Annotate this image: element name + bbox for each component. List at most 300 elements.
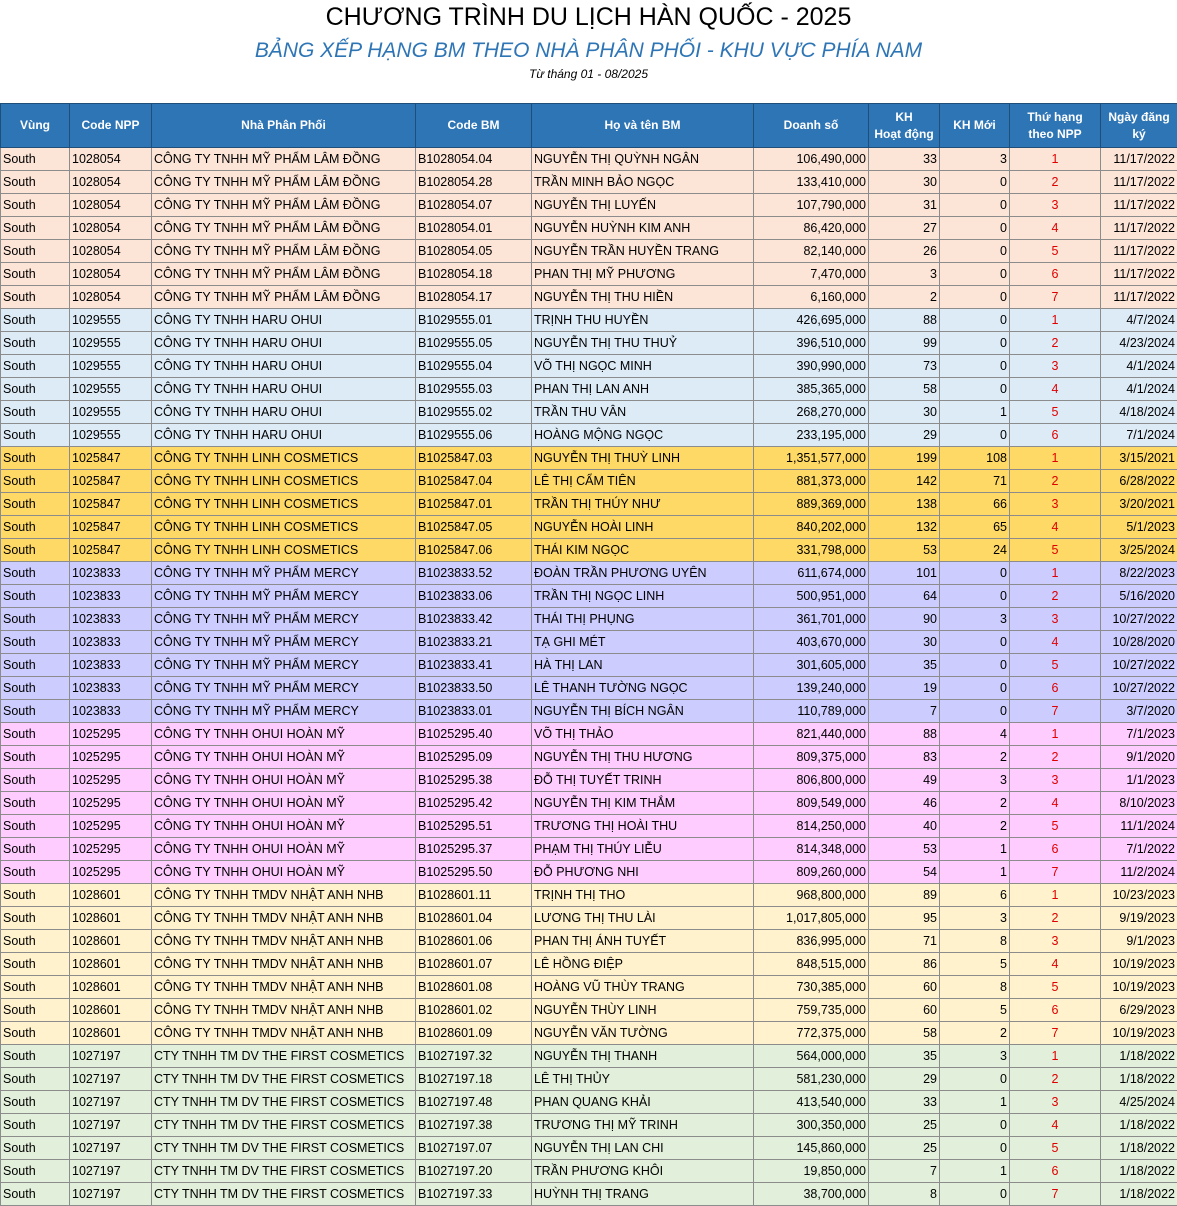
distributor-cell: CTY TNHH TM DV THE FIRST COSMETICS (152, 1068, 416, 1091)
table-row (1, 401, 1177, 424)
code-bm-cell: B1028054.04 (416, 148, 532, 171)
region-cell: South (1, 171, 70, 194)
table-row (1, 769, 1177, 792)
code-bm-cell: B1023833.42 (416, 608, 532, 631)
table-row (1, 1045, 1177, 1068)
active-customers-cell: 83 (869, 746, 940, 769)
rank-cell: 6 (1010, 424, 1101, 447)
bm-name-cell: TRƯƠNG THỊ HOÀI THU (532, 815, 754, 838)
bm-name-cell: VÕ THỊ THẢO (532, 723, 754, 746)
region-cell: South (1, 286, 70, 309)
new-customers-cell: 3 (940, 1045, 1010, 1068)
code-bm-cell: B1027197.38 (416, 1114, 532, 1137)
region-cell: South (1, 1160, 70, 1183)
active-customers-cell: 95 (869, 907, 940, 930)
rank-cell: 4 (1010, 217, 1101, 240)
new-customers-cell: 108 (940, 447, 1010, 470)
table-row (1, 700, 1177, 723)
col-code-npp-header: Code NPP (70, 104, 152, 148)
active-customers-cell: 86 (869, 953, 940, 976)
active-customers-cell: 99 (869, 332, 940, 355)
bm-name-cell: TRẦN THỊ NGỌC LINH (532, 585, 754, 608)
registration-date-cell: 6/29/2023 (1101, 999, 1177, 1022)
registration-date-cell: 3/25/2024 (1101, 539, 1177, 562)
revenue-cell: 968,800,000 (754, 884, 869, 907)
active-customers-cell: 138 (869, 493, 940, 516)
table-row (1, 608, 1177, 631)
revenue-cell: 110,789,000 (754, 700, 869, 723)
active-customers-cell: 8 (869, 1183, 940, 1206)
table-row (1, 217, 1177, 240)
bm-name-cell: TRẦN MINH BẢO NGỌC (532, 171, 754, 194)
active-customers-cell: 58 (869, 378, 940, 401)
code-npp-cell: 1028601 (70, 884, 152, 907)
bm-name-cell: NGUYỄN THỊ THUỲ LINH (532, 447, 754, 470)
region-cell: South (1, 792, 70, 815)
code-npp-cell: 1023833 (70, 608, 152, 631)
new-customers-cell: 2 (940, 1022, 1010, 1045)
table-row (1, 309, 1177, 332)
table-header-row (1, 104, 1177, 148)
active-customers-cell: 3 (869, 263, 940, 286)
code-npp-cell: 1029555 (70, 309, 152, 332)
rank-cell: 4 (1010, 378, 1101, 401)
bm-name-cell: PHAN THỊ MỸ PHƯƠNG (532, 263, 754, 286)
region-cell: South (1, 148, 70, 171)
code-npp-cell: 1023833 (70, 677, 152, 700)
new-customers-cell: 0 (940, 263, 1010, 286)
code-bm-cell: B1025295.51 (416, 815, 532, 838)
bm-name-cell: LÊ HỒNG ĐIỆP (532, 953, 754, 976)
revenue-cell: 107,790,000 (754, 194, 869, 217)
distributor-cell: CTY TNHH TM DV THE FIRST COSMETICS (152, 1091, 416, 1114)
bm-name-cell: VÕ THỊ NGỌC MINH (532, 355, 754, 378)
code-bm-cell: B1029555.02 (416, 401, 532, 424)
rank-cell: 6 (1010, 999, 1101, 1022)
region-cell: South (1, 631, 70, 654)
revenue-cell: 396,510,000 (754, 332, 869, 355)
registration-date-cell: 5/1/2023 (1101, 516, 1177, 539)
table-row (1, 1114, 1177, 1137)
registration-date-cell: 11/17/2022 (1101, 217, 1177, 240)
code-npp-cell: 1028054 (70, 148, 152, 171)
code-bm-cell: B1025295.38 (416, 769, 532, 792)
code-npp-cell: 1028054 (70, 171, 152, 194)
registration-date-cell: 4/23/2024 (1101, 332, 1177, 355)
bm-name-cell: NGUYỄN THỊ LUYẾN (532, 194, 754, 217)
col-active-customers-header: KH Hoạt động (869, 104, 940, 148)
table-row (1, 746, 1177, 769)
revenue-cell: 814,348,000 (754, 838, 869, 861)
active-customers-cell: 25 (869, 1114, 940, 1137)
revenue-cell: 881,373,000 (754, 470, 869, 493)
distributor-cell: CTY TNHH TM DV THE FIRST COSMETICS (152, 1045, 416, 1068)
new-customers-cell: 0 (940, 700, 1010, 723)
distributor-cell: CÔNG TY TNHH MỸ PHẨM LÂM ĐỒNG (152, 148, 416, 171)
active-customers-cell: 25 (869, 1137, 940, 1160)
distributor-cell: CÔNG TY TNHH MỸ PHẨM LÂM ĐỒNG (152, 263, 416, 286)
bm-name-cell: ĐỖ THỊ TUYẾT TRINH (532, 769, 754, 792)
registration-date-cell: 10/19/2023 (1101, 953, 1177, 976)
distributor-cell: CÔNG TY TNHH OHUI HOÀN MỸ (152, 792, 416, 815)
registration-date-cell: 10/27/2022 (1101, 677, 1177, 700)
table-row (1, 263, 1177, 286)
new-customers-cell: 1 (940, 838, 1010, 861)
distributor-cell: CÔNG TY TNHH HARU OHUI (152, 424, 416, 447)
code-npp-cell: 1027197 (70, 1160, 152, 1183)
bm-name-cell: LƯƠNG THỊ THU LÀI (532, 907, 754, 930)
code-bm-cell: B1028601.04 (416, 907, 532, 930)
code-bm-cell: B1028054.07 (416, 194, 532, 217)
bm-name-cell: THÁI KIM NGỌC (532, 539, 754, 562)
bm-name-cell: NGUYỄN THỊ THANH (532, 1045, 754, 1068)
table-row (1, 1091, 1177, 1114)
table-row (1, 1068, 1177, 1091)
bm-name-cell: NGUYỄN THÙY LINH (532, 999, 754, 1022)
region-cell: South (1, 401, 70, 424)
region-cell: South (1, 700, 70, 723)
new-customers-cell: 1 (940, 401, 1010, 424)
code-npp-cell: 1028054 (70, 263, 152, 286)
region-cell: South (1, 562, 70, 585)
registration-date-cell: 11/1/2024 (1101, 815, 1177, 838)
registration-date-cell: 10/23/2023 (1101, 884, 1177, 907)
active-customers-cell: 7 (869, 1160, 940, 1183)
code-npp-cell: 1025847 (70, 447, 152, 470)
region-cell: South (1, 1183, 70, 1206)
distributor-cell: CÔNG TY TNHH MỸ PHẨM LÂM ĐỒNG (152, 171, 416, 194)
registration-date-cell: 1/18/2022 (1101, 1137, 1177, 1160)
region-cell: South (1, 953, 70, 976)
revenue-cell: 403,670,000 (754, 631, 869, 654)
rank-cell: 5 (1010, 539, 1101, 562)
registration-date-cell: 10/27/2022 (1101, 608, 1177, 631)
code-bm-cell: B1028054.17 (416, 286, 532, 309)
distributor-cell: CÔNG TY TNHH TMDV NHẬT ANH NHB (152, 976, 416, 999)
code-npp-cell: 1028054 (70, 194, 152, 217)
region-cell: South (1, 746, 70, 769)
table-row (1, 976, 1177, 999)
distributor-cell: CÔNG TY TNHH MỸ PHẨM LÂM ĐỒNG (152, 217, 416, 240)
registration-date-cell: 10/27/2022 (1101, 654, 1177, 677)
region-cell: South (1, 1091, 70, 1114)
code-bm-cell: B1027197.48 (416, 1091, 532, 1114)
region-cell: South (1, 930, 70, 953)
region-cell: South (1, 585, 70, 608)
active-customers-cell: 53 (869, 539, 940, 562)
bm-name-cell: ĐOÀN TRẦN PHƯƠNG UYÊN (532, 562, 754, 585)
table-row (1, 516, 1177, 539)
table-row (1, 792, 1177, 815)
new-customers-cell: 3 (940, 769, 1010, 792)
bm-name-cell: ĐỖ PHƯƠNG NHI (532, 861, 754, 884)
region-cell: South (1, 723, 70, 746)
rank-cell: 5 (1010, 976, 1101, 999)
region-cell: South (1, 815, 70, 838)
rank-cell: 7 (1010, 1022, 1101, 1045)
bm-name-cell: TRỊNH THỊ THO (532, 884, 754, 907)
region-cell: South (1, 217, 70, 240)
new-customers-cell: 0 (940, 1114, 1010, 1137)
active-customers-cell: 40 (869, 815, 940, 838)
registration-date-cell: 7/1/2023 (1101, 723, 1177, 746)
rank-cell: 6 (1010, 677, 1101, 700)
col-bm-name-header: Họ và tên BM (532, 104, 754, 148)
active-customers-cell: 2 (869, 286, 940, 309)
rank-cell: 5 (1010, 815, 1101, 838)
region-cell: South (1, 654, 70, 677)
region-cell: South (1, 424, 70, 447)
distributor-cell: CÔNG TY TNHH HARU OHUI (152, 378, 416, 401)
code-bm-cell: B1027197.20 (416, 1160, 532, 1183)
registration-date-cell: 7/1/2022 (1101, 838, 1177, 861)
active-customers-cell: 35 (869, 654, 940, 677)
region-cell: South (1, 608, 70, 631)
new-customers-cell: 0 (940, 171, 1010, 194)
revenue-cell: 38,700,000 (754, 1183, 869, 1206)
table-row (1, 907, 1177, 930)
active-customers-cell: 19 (869, 677, 940, 700)
registration-date-cell: 1/18/2022 (1101, 1160, 1177, 1183)
code-npp-cell: 1029555 (70, 401, 152, 424)
registration-date-cell: 9/19/2023 (1101, 907, 1177, 930)
rank-cell: 4 (1010, 1114, 1101, 1137)
registration-date-cell: 11/2/2024 (1101, 861, 1177, 884)
bm-name-cell: HUỲNH THỊ TRANG (532, 1183, 754, 1206)
revenue-cell: 772,375,000 (754, 1022, 869, 1045)
ranking-table (0, 103, 1177, 1206)
rank-cell: 3 (1010, 194, 1101, 217)
revenue-cell: 809,375,000 (754, 746, 869, 769)
bm-name-cell: TRẦN PHƯƠNG KHÔI (532, 1160, 754, 1183)
distributor-cell: CÔNG TY TNHH LINH COSMETICS (152, 539, 416, 562)
rank-cell: 1 (1010, 1045, 1101, 1068)
table-row (1, 1160, 1177, 1183)
region-cell: South (1, 447, 70, 470)
revenue-cell: 139,240,000 (754, 677, 869, 700)
registration-date-cell: 4/25/2024 (1101, 1091, 1177, 1114)
code-bm-cell: B1027197.18 (416, 1068, 532, 1091)
code-bm-cell: B1025847.06 (416, 539, 532, 562)
code-bm-cell: B1028601.02 (416, 999, 532, 1022)
table-row (1, 447, 1177, 470)
new-customers-cell: 66 (940, 493, 1010, 516)
table-row (1, 378, 1177, 401)
new-customers-cell: 0 (940, 355, 1010, 378)
rank-cell: 4 (1010, 953, 1101, 976)
distributor-cell: CÔNG TY TNHH OHUI HOÀN MỸ (152, 723, 416, 746)
revenue-cell: 611,674,000 (754, 562, 869, 585)
active-customers-cell: 64 (869, 585, 940, 608)
new-customers-cell: 0 (940, 217, 1010, 240)
active-customers-cell: 29 (869, 424, 940, 447)
rank-cell: 5 (1010, 1137, 1101, 1160)
table-row (1, 171, 1177, 194)
code-bm-cell: B1023833.01 (416, 700, 532, 723)
new-customers-cell: 5 (940, 953, 1010, 976)
rank-cell: 1 (1010, 723, 1101, 746)
revenue-cell: 759,735,000 (754, 999, 869, 1022)
code-bm-cell: B1023833.50 (416, 677, 532, 700)
distributor-cell: CÔNG TY TNHH TMDV NHẬT ANH NHB (152, 930, 416, 953)
code-bm-cell: B1025295.40 (416, 723, 532, 746)
revenue-cell: 300,350,000 (754, 1114, 869, 1137)
code-npp-cell: 1025295 (70, 792, 152, 815)
rank-cell: 2 (1010, 171, 1101, 194)
revenue-cell: 19,850,000 (754, 1160, 869, 1183)
bm-name-cell: NGUYỄN TRẦN HUYỀN TRANG (532, 240, 754, 263)
revenue-cell: 1,351,577,000 (754, 447, 869, 470)
active-customers-cell: 132 (869, 516, 940, 539)
table-row (1, 1022, 1177, 1045)
new-customers-cell: 3 (940, 907, 1010, 930)
code-npp-cell: 1025847 (70, 493, 152, 516)
registration-date-cell: 11/17/2022 (1101, 240, 1177, 263)
table-body (1, 148, 1177, 1206)
revenue-cell: 413,540,000 (754, 1091, 869, 1114)
code-bm-cell: B1028601.09 (416, 1022, 532, 1045)
rank-cell: 1 (1010, 148, 1101, 171)
code-bm-cell: B1025847.03 (416, 447, 532, 470)
new-customers-cell: 0 (940, 1137, 1010, 1160)
bm-name-cell: NGUYỄN HOÀI LINH (532, 516, 754, 539)
active-customers-cell: 7 (869, 700, 940, 723)
code-bm-cell: B1028601.06 (416, 930, 532, 953)
table-row (1, 884, 1177, 907)
code-npp-cell: 1028601 (70, 953, 152, 976)
rank-cell: 3 (1010, 930, 1101, 953)
rank-cell: 1 (1010, 562, 1101, 585)
region-cell: South (1, 861, 70, 884)
distributor-cell: CTY TNHH TM DV THE FIRST COSMETICS (152, 1160, 416, 1183)
new-customers-cell: 2 (940, 815, 1010, 838)
code-npp-cell: 1029555 (70, 332, 152, 355)
registration-date-cell: 1/18/2022 (1101, 1114, 1177, 1137)
rank-cell: 6 (1010, 1160, 1101, 1183)
distributor-cell: CÔNG TY TNHH MỸ PHẨM MERCY (152, 562, 416, 585)
table-row (1, 999, 1177, 1022)
active-customers-cell: 27 (869, 217, 940, 240)
new-customers-cell: 0 (940, 240, 1010, 263)
code-bm-cell: B1029555.03 (416, 378, 532, 401)
region-cell: South (1, 539, 70, 562)
revenue-cell: 233,195,000 (754, 424, 869, 447)
bm-name-cell: NGUYỄN THỊ THU THUỶ (532, 332, 754, 355)
code-npp-cell: 1025295 (70, 746, 152, 769)
rank-cell: 4 (1010, 516, 1101, 539)
code-bm-cell: B1025295.50 (416, 861, 532, 884)
distributor-cell: CÔNG TY TNHH MỸ PHẨM LÂM ĐỒNG (152, 286, 416, 309)
distributor-cell: CÔNG TY TNHH MỸ PHẨM MERCY (152, 700, 416, 723)
code-bm-cell: B1029555.04 (416, 355, 532, 378)
registration-date-cell: 4/1/2024 (1101, 355, 1177, 378)
bm-name-cell: NGUYỄN THỊ QUỲNH NGÂN (532, 148, 754, 171)
table-row (1, 148, 1177, 171)
active-customers-cell: 54 (869, 861, 940, 884)
col-region-header: Vùng (1, 104, 70, 148)
distributor-cell: CÔNG TY TNHH MỸ PHẨM MERCY (152, 677, 416, 700)
distributor-cell: CÔNG TY TNHH MỸ PHẨM MERCY (152, 631, 416, 654)
distributor-cell: CÔNG TY TNHH HARU OHUI (152, 355, 416, 378)
revenue-cell: 814,250,000 (754, 815, 869, 838)
registration-date-cell: 11/17/2022 (1101, 194, 1177, 217)
col-registration-date-header: Ngày đăng ký (1101, 104, 1177, 148)
code-bm-cell: B1025295.42 (416, 792, 532, 815)
bm-name-cell: HÀ THỊ LAN (532, 654, 754, 677)
registration-date-cell: 1/18/2022 (1101, 1068, 1177, 1091)
new-customers-cell: 0 (940, 309, 1010, 332)
code-npp-cell: 1025847 (70, 516, 152, 539)
code-npp-cell: 1027197 (70, 1091, 152, 1114)
code-npp-cell: 1025295 (70, 769, 152, 792)
revenue-cell: 268,270,000 (754, 401, 869, 424)
code-npp-cell: 1028601 (70, 1022, 152, 1045)
region-cell: South (1, 976, 70, 999)
report-subtitle: BẢNG XẾP HẠNG BM THEO NHÀ PHÂN PHỐI - KHU VỰC PHÍA NAM (0, 39, 1177, 63)
col-distributor-header: Nhà Phân Phối (152, 104, 416, 148)
rank-cell: 6 (1010, 838, 1101, 861)
bm-name-cell: NGUYỄN THỊ KIM THẮM (532, 792, 754, 815)
new-customers-cell: 1 (940, 1091, 1010, 1114)
registration-date-cell: 4/1/2024 (1101, 378, 1177, 401)
rank-cell: 2 (1010, 907, 1101, 930)
active-customers-cell: 29 (869, 1068, 940, 1091)
code-npp-cell: 1025295 (70, 815, 152, 838)
revenue-cell: 848,515,000 (754, 953, 869, 976)
distributor-cell: CÔNG TY TNHH MỸ PHẨM LÂM ĐỒNG (152, 194, 416, 217)
report-title: CHƯƠNG TRÌNH DU LỊCH HÀN QUỐC - 2025 (0, 3, 1177, 32)
col-rank-header: Thứ hạng theo NPP (1010, 104, 1101, 148)
revenue-cell: 6,160,000 (754, 286, 869, 309)
new-customers-cell: 6 (940, 884, 1010, 907)
distributor-cell: CÔNG TY TNHH HARU OHUI (152, 309, 416, 332)
code-npp-cell: 1028601 (70, 930, 152, 953)
active-customers-cell: 88 (869, 309, 940, 332)
region-cell: South (1, 263, 70, 286)
new-customers-cell: 0 (940, 677, 1010, 700)
bm-name-cell: TRẦN THU VÂN (532, 401, 754, 424)
table-row (1, 815, 1177, 838)
rank-cell: 7 (1010, 700, 1101, 723)
bm-name-cell: NGUYỄN THỊ THU HIỀN (532, 286, 754, 309)
bm-name-cell: LÊ THỊ CẨM TIÊN (532, 470, 754, 493)
distributor-cell: CÔNG TY TNHH OHUI HOÀN MỸ (152, 861, 416, 884)
code-npp-cell: 1028054 (70, 217, 152, 240)
revenue-cell: 385,365,000 (754, 378, 869, 401)
registration-date-cell: 5/16/2020 (1101, 585, 1177, 608)
registration-date-cell: 11/17/2022 (1101, 286, 1177, 309)
distributor-cell: CÔNG TY TNHH OHUI HOÀN MỸ (152, 746, 416, 769)
rank-cell: 7 (1010, 1183, 1101, 1206)
bm-name-cell: HOÀNG MỘNG NGỌC (532, 424, 754, 447)
bm-name-cell: NGUYỄN VĂN TƯỜNG (532, 1022, 754, 1045)
table-row (1, 861, 1177, 884)
region-cell: South (1, 999, 70, 1022)
new-customers-cell: 0 (940, 332, 1010, 355)
active-customers-cell: 33 (869, 148, 940, 171)
revenue-cell: 581,230,000 (754, 1068, 869, 1091)
new-customers-cell: 65 (940, 516, 1010, 539)
active-customers-cell: 90 (869, 608, 940, 631)
code-bm-cell: B1023833.06 (416, 585, 532, 608)
registration-date-cell: 11/17/2022 (1101, 148, 1177, 171)
rank-cell: 3 (1010, 769, 1101, 792)
active-customers-cell: 58 (869, 1022, 940, 1045)
revenue-cell: 809,260,000 (754, 861, 869, 884)
table-row (1, 194, 1177, 217)
new-customers-cell: 0 (940, 378, 1010, 401)
rank-cell: 7 (1010, 861, 1101, 884)
